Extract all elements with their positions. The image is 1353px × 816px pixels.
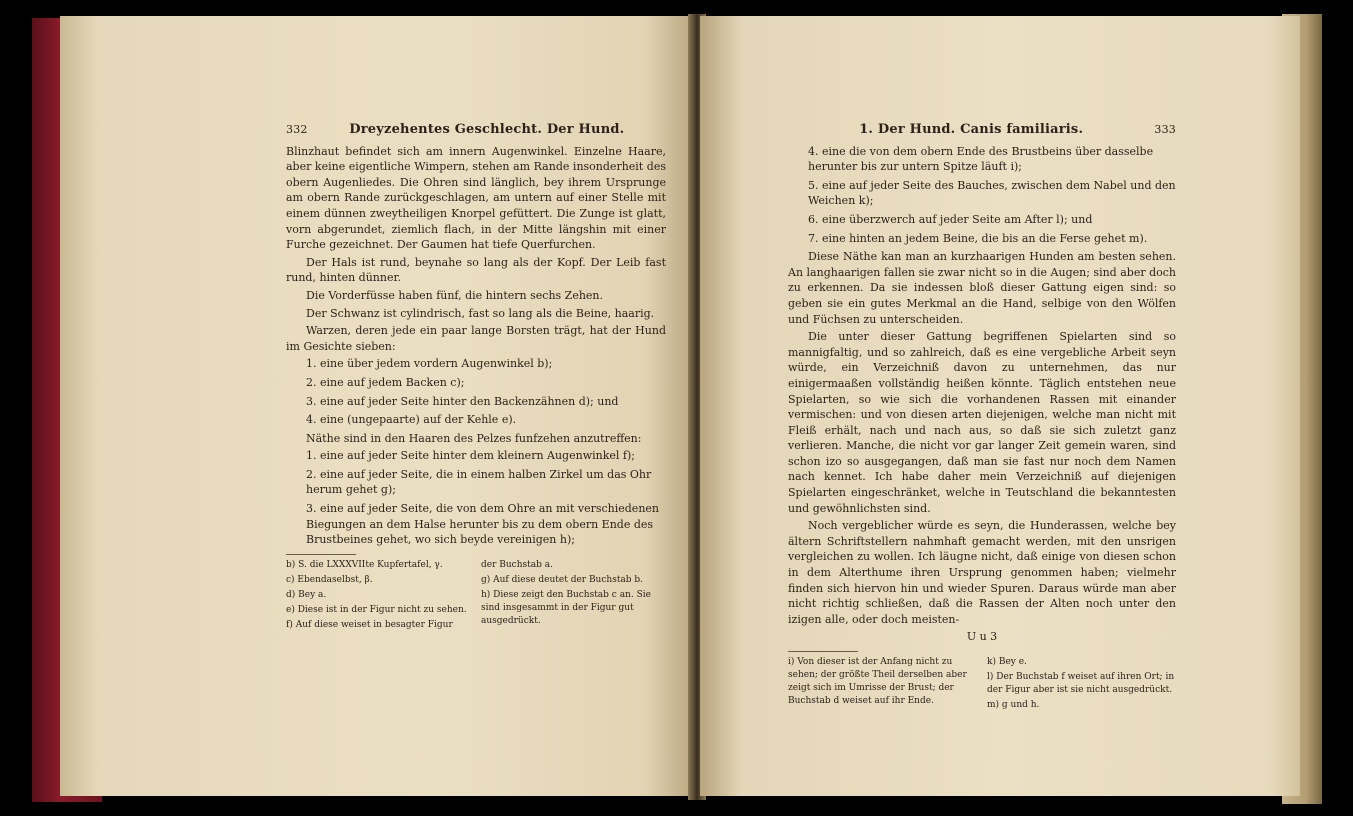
paragraph: Der Hals ist rund, beynahe so lang als der Kopf. Der Leib fast rund, hinten dünner. xyxy=(286,255,666,285)
left-running-head: Dreyzehentes Geschlecht. Der Hund. xyxy=(349,122,625,137)
list-item: 4. eine die von dem obern Ende des Brustbeins über dasselbe herunter bis zur untern Spitze läuft i); xyxy=(808,144,1154,174)
paragraph: Näthe sind in den Haaren des Pelzes funfzehen anzutreffen: xyxy=(306,431,642,445)
footnote: f) Auf diese weiset in besagter Figur xyxy=(286,619,453,630)
list-item: 1. eine über jedem vordern Augenwinkel b); xyxy=(306,357,553,371)
list-item: 2. eine auf jeder Seite, die in einem halben Zirkel um das Ohr herum gehet g); xyxy=(306,467,652,497)
list-item: 5. eine auf jeder Seite des Bauches, zwischen dem Nabel und den Weichen k); xyxy=(808,178,1176,208)
footnote-column xyxy=(987,656,1176,714)
left-page xyxy=(60,16,696,796)
footnote-column xyxy=(286,559,471,634)
paragraph: Die Vorderfüsse haben fünf, die hintern sechs Zehen. xyxy=(306,288,603,302)
list-item: 6. eine überzwerch auf jeder Seite am After l); und xyxy=(808,212,1093,226)
footnote: der Buchstab a. xyxy=(481,559,553,570)
footnote-rule xyxy=(286,554,356,555)
paragraph: Noch vergeblicher würde es seyn, die Hunderassen, welche bey ältern Schriftstellern nahmhaft gemacht werden, mit den unsrigen vergleichen zu wollen. Ich läugne nicht, daß einige von diesen schon in dem Alterthume ihren Ursprung genommen haben; vielmehr finden sich hiervon hin und wieder Spuren. Daraus würde man aber nicht richtig schließen, daß die Rassen der Alten noch unter den izigen alle, oder doch meisten- xyxy=(788,519,1176,626)
paragraph: Diese Näthe kan man an kurzhaarigen Hunden am besten sehen. An langhaarigen fallen sie zwar nicht so in die Augen; sind aber doch zu erkennen. Da sie indessen bloß dieser Gattung eigen sind: so geben sie ein gutes Merkmal an die Hand, selbige von den Wölfen und Füchsen zu unterscheiden. xyxy=(788,250,1176,326)
left-page-number: 332 xyxy=(286,123,308,136)
paragraph: Die unter dieser Gattung begriffenen Spielarten sind so mannigfaltig, und so zahlreich, daß es eine vergebliche Arbeit seyn würde, ein Verzeichniß davon zu unternehmen, das nur einigermaaßen vollständig heißen könnte. Täglich entstehen neue Spielarten, so wie sich die vorhandenen Rassen mit einander vermischen: und von diesen arten diejenigen, welche man nicht mit Fleiß erhält, nach und nach aus, so daß sie sich zuletzt ganz verlieren. Manche, die nicht vor gar langer Zeit gemein waren, sind schon izo so ausgegangen, daß man sie fast nur noch dem Namen nach kennet. Ich habe daher mein Verzeichniß auf diejenigen Spielarten eingeschränket, welche in Teutschland die bekanntesten und gewöhnlichsten sind. xyxy=(788,330,1176,515)
footnote: e) Diese ist in der Figur nicht zu sehen. xyxy=(286,604,467,615)
footnote: h) Diese zeigt den Buchstab c an. Sie sind insgesammt in der Figur gut ausgedrückt. xyxy=(481,589,651,626)
right-text-block xyxy=(788,122,1176,714)
right-page xyxy=(700,16,1300,796)
left-text-block xyxy=(286,122,666,634)
footnote-column xyxy=(481,559,666,634)
footnote: i) Von dieser ist der Anfang nicht zu sehen; der größte Theil derselben aber zeigt sich im Umrisse der Brust; der Buchstab d weiset auf ihr Ende. xyxy=(788,657,967,706)
list-item: 7. eine hinten an jedem Beine, die bis an die Ferse gehet m). xyxy=(808,231,1148,245)
list-item: 4. eine (ungepaarte) auf der Kehle e). xyxy=(306,413,517,427)
left-header xyxy=(286,122,666,138)
list-item: 1. eine auf jeder Seite hinter dem kleinern Augenwinkel f); xyxy=(306,449,635,463)
book xyxy=(32,14,1322,804)
right-page-number: 333 xyxy=(1154,123,1176,136)
footnote: g) Auf diese deutet der Buchstab b. xyxy=(481,574,644,585)
list-item: 3. eine auf jeder Seite, die von dem Ohre an mit verschiedenen Biegungen an dem Halse herunter bis zu dem obern Ende des Brustbeines gehet, wo sich beyde vereinigen h); xyxy=(306,502,659,547)
footnote: m) g und h. xyxy=(987,700,1040,710)
left-footnotes xyxy=(286,559,666,634)
footnote: b) S. die LXXXVIIte Kupfertafel, γ. xyxy=(286,559,443,570)
paragraph: Blinzhaut befindet sich am innern Augenwinkel. Einzelne Haare, aber keine eigentliche Wimpern, stehen am Rande insonderheit des obern Augenliedes. Die Ohren sind länglich, bey ihrem Ursprunge am obern Rande zurückgeschlagen, am untern auf einer Stelle mit einem dünnen zweytheiligen Knorpel gefüttert. Die Zunge ist glatt, vorn abgerundet, ziemlich flach, in der Mitte längshin mit einer Furche gezeichnet. Der Gaumen hat tiefe Querfurchen. xyxy=(286,144,666,252)
footnote: k) Bey e. xyxy=(987,657,1027,667)
paragraph: Der Schwanz ist cylindrisch, fast so lang als die Beine, haarig. xyxy=(306,306,655,320)
catchword: U u 3 xyxy=(966,630,998,644)
footnote: l) Der Buchstab f weiset auf ihren Ort; in der Figur aber ist sie nicht ausgedrückt. xyxy=(987,672,1175,695)
paragraph: Warzen, deren jede ein paar lange Borsten trägt, hat der Hund im Gesichte sieben: xyxy=(286,324,666,353)
list-item: 3. eine auf jeder Seite hinter den Backenzähnen d); und xyxy=(306,394,619,408)
footnote: c) Ebendaselbst, β. xyxy=(286,574,373,585)
footnote: d) Bey a. xyxy=(286,589,327,600)
footnote-column xyxy=(788,656,977,714)
list-item: 2. eine auf jedem Backen c); xyxy=(306,375,465,389)
right-footnotes xyxy=(788,656,1176,714)
right-header xyxy=(788,122,1176,138)
right-running-head: 1. Der Hund. Canis familiaris. xyxy=(859,122,1084,137)
footnote-rule xyxy=(788,651,858,652)
